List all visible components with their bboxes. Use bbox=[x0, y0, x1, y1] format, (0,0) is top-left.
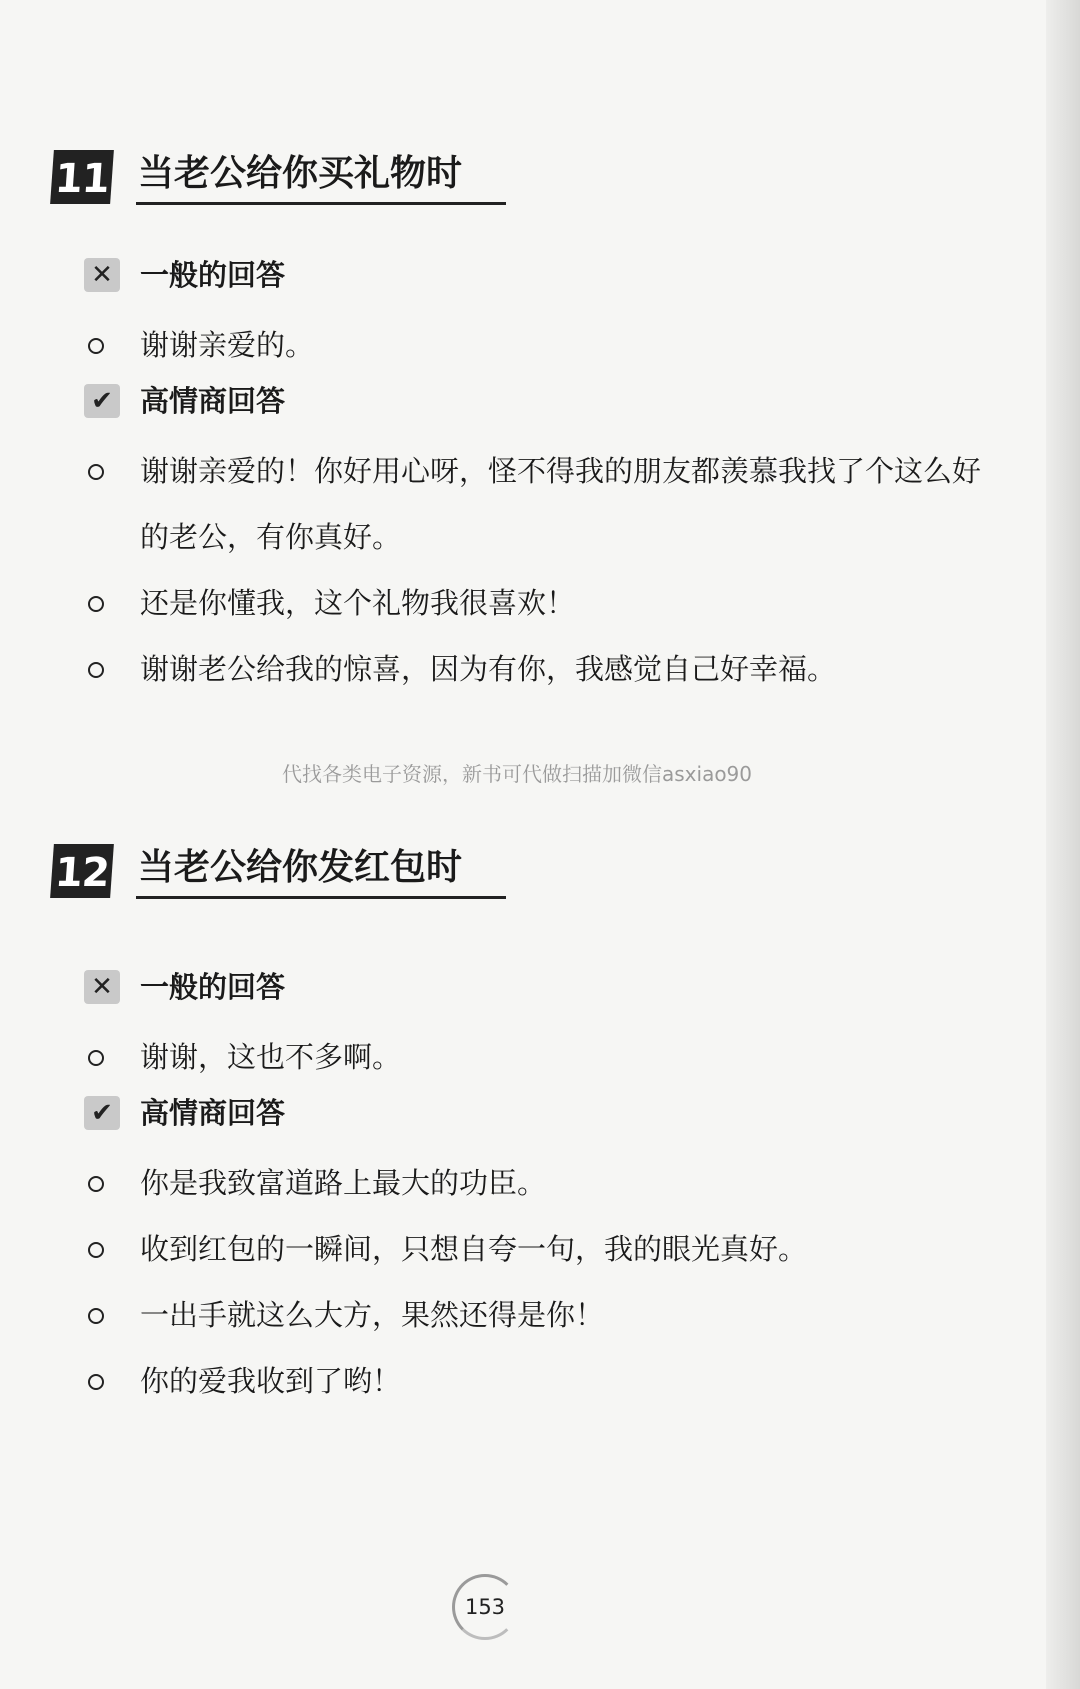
bullet-circle-icon bbox=[88, 464, 104, 480]
normal-answer-header bbox=[52, 258, 972, 300]
bullet-circle-icon bbox=[88, 1374, 104, 1390]
high-eq-answer-header bbox=[52, 1096, 972, 1138]
high-eq-answer-header bbox=[52, 384, 972, 426]
section-header bbox=[52, 150, 972, 220]
list-item bbox=[52, 570, 1000, 636]
section-title: 当老公给你买礼物时 bbox=[138, 153, 463, 194]
section-11 bbox=[52, 150, 982, 702]
section-title: 当老公给你发红包时 bbox=[138, 847, 463, 888]
list-item bbox=[52, 312, 1000, 378]
bullet-circle-icon bbox=[88, 1308, 104, 1324]
list-item-text: 收到红包的一瞬间，只想自夸一句，我的眼光真好。 bbox=[140, 1232, 808, 1266]
high-eq-answer-label: 高情商回答 bbox=[140, 384, 286, 418]
check-mark-icon: ✔ bbox=[84, 384, 120, 418]
bullet-circle-icon bbox=[88, 662, 104, 678]
list-item-text: 你是我致富道路上最大的功臣。 bbox=[140, 1166, 547, 1200]
x-mark-icon: ✕ bbox=[84, 970, 120, 1004]
bullet-circle-icon bbox=[88, 1176, 104, 1192]
list-item-text: 还是你懂我，这个礼物我很喜欢！ bbox=[140, 586, 576, 620]
list-item-text: 你的爱我收到了哟！ bbox=[140, 1364, 402, 1398]
list-item bbox=[52, 1282, 1000, 1348]
bullet-circle-icon bbox=[88, 596, 104, 612]
section-12 bbox=[52, 844, 972, 1414]
list-item bbox=[52, 1150, 1000, 1216]
high-eq-answer-label: 高情商回答 bbox=[140, 1096, 286, 1130]
section-number-badge: 12 bbox=[50, 844, 114, 898]
list-item bbox=[52, 1024, 1000, 1090]
x-mark-icon: ✕ bbox=[84, 258, 120, 292]
list-item bbox=[52, 1348, 1000, 1414]
watermark-text: 代找各类电子资源，新书可代做扫描加微信asxiao90 bbox=[282, 762, 753, 786]
bullet-circle-icon bbox=[88, 1242, 104, 1258]
normal-answer-header bbox=[52, 970, 972, 1012]
list-item-text: 谢谢老公给我的惊喜，因为有你，我感觉自己好幸福。 bbox=[140, 652, 837, 686]
title-underline bbox=[136, 896, 506, 899]
page-number bbox=[452, 1574, 518, 1640]
bullet-circle-icon bbox=[88, 1050, 104, 1066]
bullet-circle-icon bbox=[88, 338, 104, 354]
list-item-text: 谢谢亲爱的。 bbox=[140, 328, 315, 362]
normal-answer-label: 一般的回答 bbox=[140, 970, 286, 1004]
page-edge-shadow bbox=[1046, 0, 1080, 1689]
section-number-badge: 11 bbox=[50, 150, 114, 204]
section-header bbox=[52, 844, 972, 914]
list-item-text: 谢谢亲爱的！你好用心呀，怪不得我的朋友都羡慕我找了个这么好的老公，有你真好。 bbox=[140, 454, 982, 554]
list-item bbox=[52, 636, 1000, 702]
list-item bbox=[52, 1216, 1000, 1282]
list-item bbox=[52, 438, 1000, 570]
list-item-text: 谢谢，这也不多啊。 bbox=[140, 1040, 402, 1074]
normal-answer-label: 一般的回答 bbox=[140, 258, 286, 292]
check-mark-icon: ✔ bbox=[84, 1096, 120, 1130]
title-underline bbox=[136, 202, 506, 205]
page-number-text: 153 bbox=[464, 1595, 506, 1619]
list-item-text: 一出手就这么大方，果然还得是你！ bbox=[140, 1298, 605, 1332]
